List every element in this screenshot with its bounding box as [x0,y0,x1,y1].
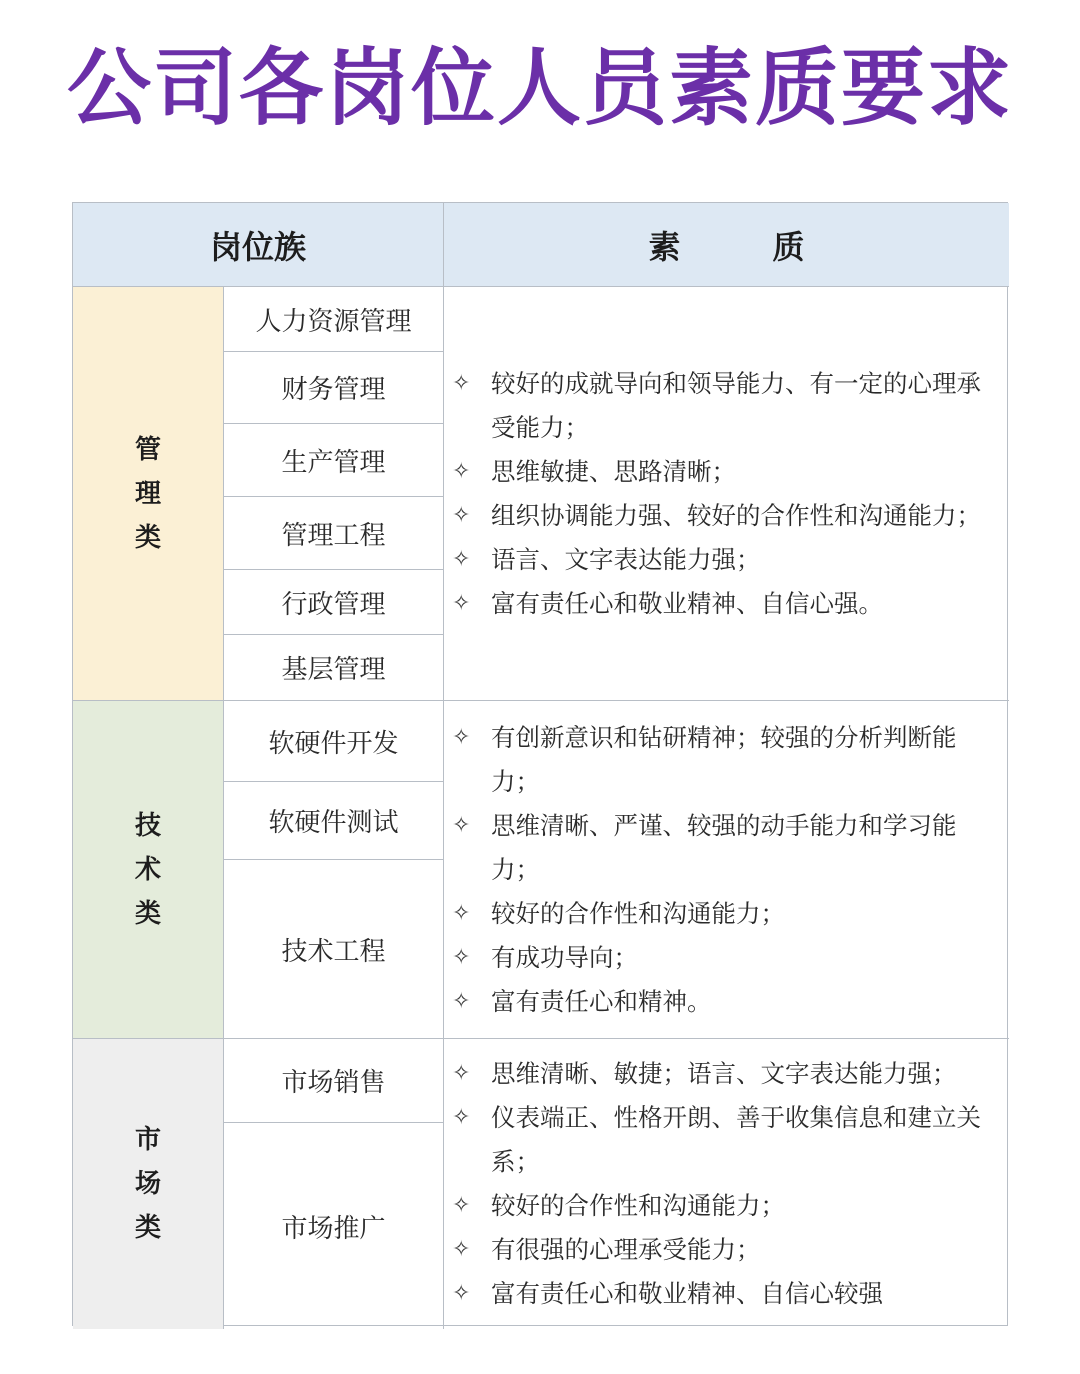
role-market-promotion: 市场推广 [224,1123,444,1329]
diamond-bullet-icon: ✧ [452,1281,471,1306]
role-finance-management: 财务管理 [224,352,444,424]
role-production-management: 生产管理 [224,424,444,497]
family-char: 技 [134,810,161,841]
role-technical-engineering: 技术工程 [224,860,444,1039]
quality-item: ✧ 思维敏捷、思路清晰； [452,450,736,494]
quality-item: ✧ 有很强的心理承受能力； [452,1228,761,1272]
family-char: 术 [134,854,161,885]
diamond-bullet-icon: ✧ [452,370,471,396]
diamond-bullet-icon: ✧ [452,502,471,528]
quality-item: ✧ 思维清晰、敏捷；语言、文字表达能力强； [452,1052,957,1096]
quality-item: ✧ 有创新意识和钻研精神；较强的分析判断能力； [452,716,1003,804]
role-management-engineering: 管理工程 [224,497,444,570]
page-title: 公司各岗位人员素质要求 [66,39,1013,137]
quality-item: ✧ 较好的合作性和沟通能力； [452,892,785,936]
quality-item: ✧ 有成功导向； [452,936,638,980]
diamond-bullet-icon: ✧ [452,458,471,484]
family-char: 类 [134,522,161,553]
quality-item: ✧ 较好的成就导向和领导能力、有一定的心理承受能力； [452,362,1003,450]
diamond-bullet-icon: ✧ [452,590,471,616]
header-quality: 素 质 [444,203,1009,287]
quality-item: ✧ 富有责任心和精神。 [452,980,712,1024]
diamond-bullet-icon: ✧ [452,988,471,1014]
header-job-family: 岗位族 [73,203,444,287]
diamond-bullet-icon: ✧ [452,1237,471,1262]
role-hr-management: 人力资源管理 [224,287,444,352]
role-sw-hw-development: 软硬件开发 [224,701,444,782]
family-char: 类 [134,898,161,929]
quality-item: ✧ 富有责任心和敬业精神、自信心较强 [452,1272,883,1316]
quality-item: ✧ 富有责任心和敬业精神、自信心强。 [452,582,883,626]
role-sw-hw-testing: 软硬件测试 [224,782,444,860]
quality-marketing [444,1039,1009,1329]
quality-item: ✧ 仪表端正、性格开朗、善于收集信息和建立关系； [452,1096,1003,1184]
role-market-sales: 市场销售 [224,1039,444,1123]
family-char: 场 [134,1169,161,1199]
diamond-bullet-icon: ✧ [452,812,471,838]
family-char: 理 [134,478,161,509]
diamond-bullet-icon: ✧ [452,900,471,926]
quality-management [444,287,1009,701]
quality-item: ✧ 思维清晰、严谨、较强的动手能力和学习能力； [452,804,1003,892]
role-admin-management: 行政管理 [224,570,444,635]
family-technical [73,701,224,1039]
diamond-bullet-icon: ✧ [452,724,471,750]
role-grassroots-management: 基层管理 [224,635,444,701]
quality-item: ✧ 组织协调能力强、较好的合作性和沟通能力； [452,494,981,538]
family-marketing [73,1039,224,1329]
family-management [73,287,224,701]
quality-item: ✧ 较好的合作性和沟通能力； [452,1184,785,1228]
diamond-bullet-icon: ✧ [452,1105,471,1130]
family-char: 市 [134,1125,161,1155]
family-char: 类 [134,1213,161,1243]
diamond-bullet-icon: ✧ [452,1193,471,1218]
diamond-bullet-icon: ✧ [452,1061,471,1086]
family-char: 管 [134,434,161,465]
quality-item: ✧ 语言、文字表达能力强； [452,538,761,582]
quality-requirements-table [72,202,1008,1326]
diamond-bullet-icon: ✧ [452,546,471,572]
quality-technical [444,701,1009,1039]
diamond-bullet-icon: ✧ [452,944,471,970]
